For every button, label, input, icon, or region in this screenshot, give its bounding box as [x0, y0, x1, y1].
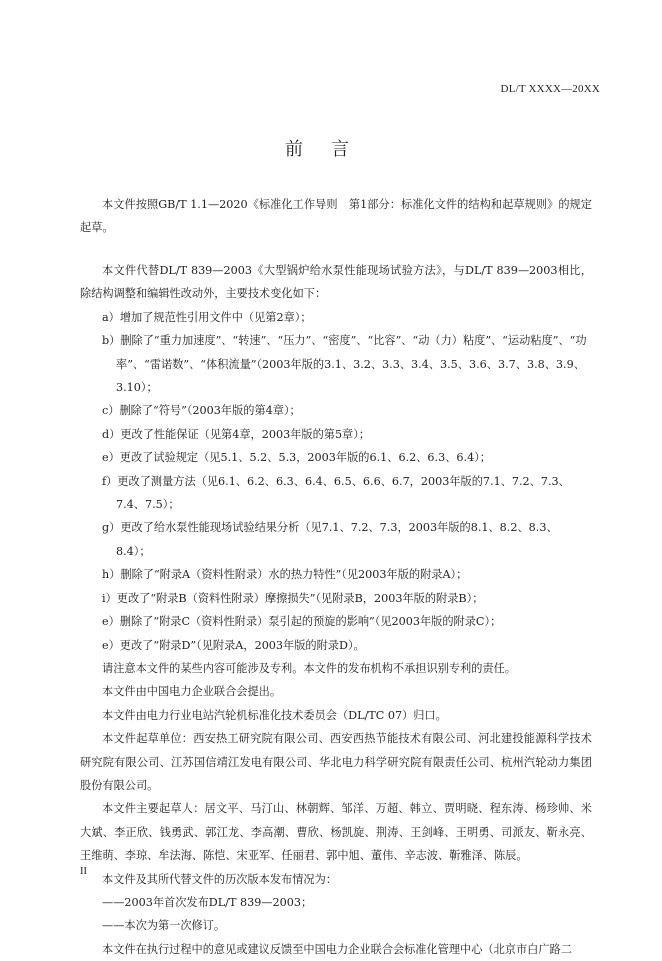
list-item: b）删除了“重力加速度”、“转速”、“压力”、“密度”、“比容”、“动（力）粘度”、“运动粘度”、“功率”、“雷诺数”、“体积流量”（2003年版的3.1、3.2、3.3、3.4、3.5、3.6、3.7、3.8、3.9、3.10）； — [102, 334, 587, 395]
history-paragraph: 本文件及其所代替文件的历次版本发布情况为： — [102, 872, 337, 886]
page-title: 前言 — [285, 139, 377, 160]
main-section — [80, 259, 592, 961]
intro-paragraph: 本文件按照GB/T 1.1—2020《标准化工作导则 第1部分：标准化文件的结构和起草规则》的规定起草。 — [80, 198, 592, 235]
list-item: f）更改了测量方法（见6.1、6.2、6.3、6.4、6.5、6.6、6.7，2003年版的7.1、7.2、7.3、7.4、7.5）； — [102, 474, 570, 512]
standard-code: DL/T XXXX—20XX — [500, 83, 600, 95]
history-item: ——2003年首次发布DL/T 839—2003； — [102, 895, 313, 909]
history-item: ——本次为第一次修订。 — [102, 919, 226, 933]
list-item: c）删除了“符号”（2003年版的第4章）； — [102, 404, 301, 418]
centralized-paragraph: 本文件由电力行业电站汽轮机标准化技术委员会（DL/TC 07）归口。 — [102, 708, 447, 722]
list-item: a）增加了规范性引用文件中（见第2章）； — [102, 310, 312, 324]
list-item: e）更改了“附录D”（见附录A，2003年版的附录D）。 — [102, 638, 365, 652]
list-item: e）更改了试验规定（见5.1、5.2、5.3，2003年版的6.1、6.2、6.3、6.4）； — [102, 451, 491, 465]
page-number: II — [80, 866, 87, 877]
list-item: e）删除了“附录C（资料性附录）泵引起的预旋的影响”（见2003年版的附录C）； — [102, 615, 502, 629]
drafters-paragraph: 本文件主要起草人：居文平、马汀山、林朝辉、邹洋、万超、韩立、贾明晓、程东涛、杨珍帅、米大斌、李正欣、钱勇武、郭江龙、李高潮、曹欣、杨凯旋、荆涛、王剑峰、王明勇、司派友、靳永亮、王维萌、李琼、牟法海、陈恺、宋亚军、任丽君、郭中旭、董伟、辛志波、靳雅泽、陈辰。 — [80, 802, 592, 863]
drafting-units-paragraph: 本文件起草单位：西安热工研究院有限公司、西安西热节能技术有限公司、河北建投能源科学技术研究院有限公司、江苏国信靖江发电有限公司、华北电力科学研究院有限责任公司、杭州汽轮动力集团股份有限公司。 — [80, 732, 592, 792]
intro-section — [80, 193, 592, 240]
list-item: i）更改了“附录B（资料性附录）摩擦损失”（见附录B，2003年版的附录B）； — [102, 591, 484, 605]
patent-paragraph: 请注意本文件的某些内容可能涉及专利。本文件的发布机构不承担识别专利的责任。 — [102, 661, 516, 675]
feedback-paragraph: 本文件在执行过程中的意见或建议反馈至中国电力企业联合会标准化管理中心（北京市白广路二 — [102, 942, 572, 956]
proposed-paragraph: 本文件由中国电力企业联合会提出。 — [102, 685, 282, 699]
change-list — [80, 306, 592, 657]
list-item: h）删除了“附录A（资料性附录）水的热力特性”（见2003年版的附录A）； — [102, 568, 468, 582]
list-item: g）更改了给水泵性能现场试验结果分析（见7.1、7.2、7.3，2003年版的8.1、8.2、8.3、8.4）； — [102, 521, 558, 558]
replace-paragraph: 本文件代替DL/T 839—2003《大型锅炉给水泵性能现场试验方法》，与DL/T 839—2003相比，除结构调整和编辑性改动外，主要技术变化如下： — [80, 264, 592, 301]
list-item: d）更改了性能保证（见第4章，2003年版的第5章）； — [102, 427, 371, 441]
